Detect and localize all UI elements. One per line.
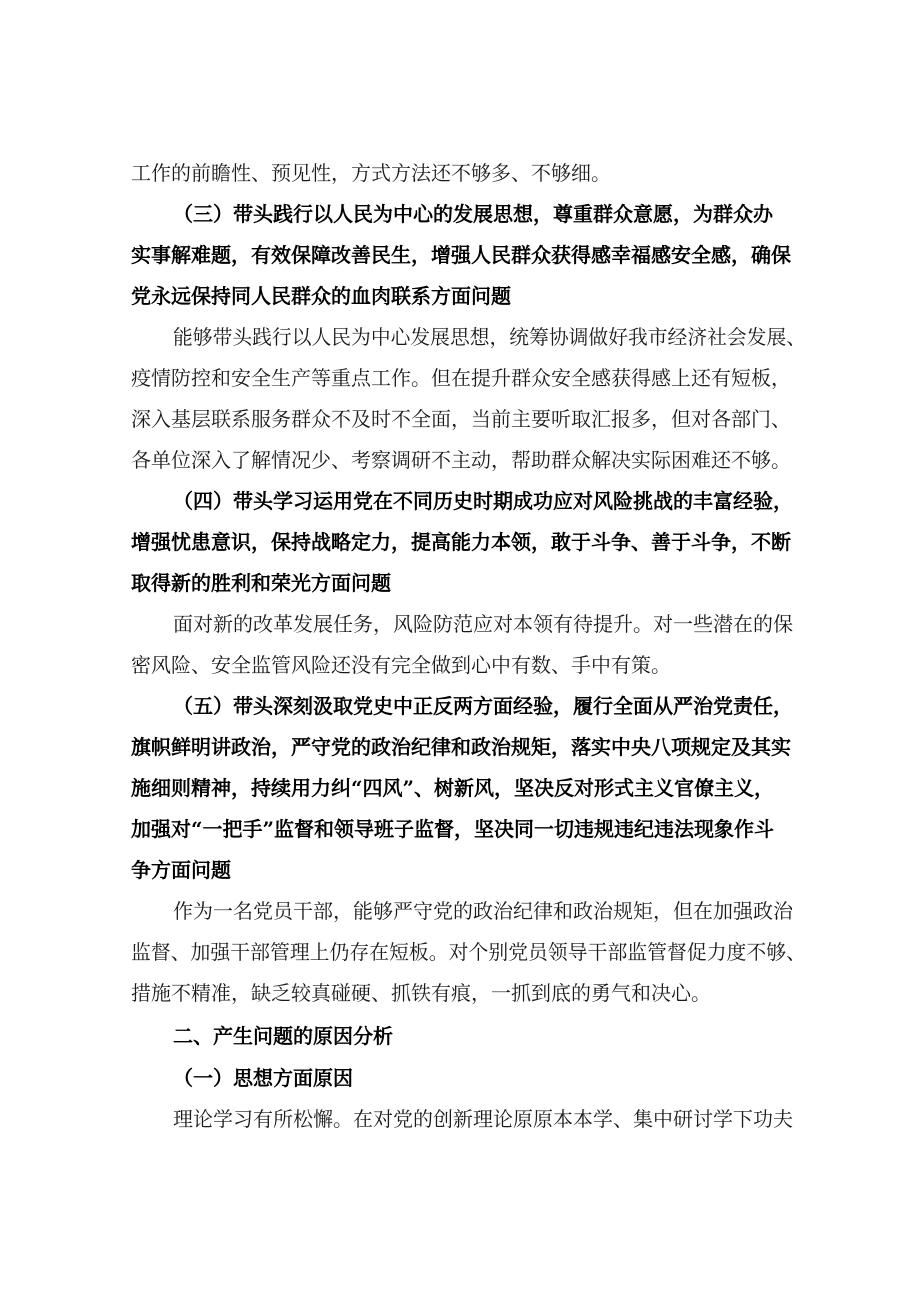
paragraph-line: 疫情防控和安全生产等重点工作。但在提升群众安全感获得感上还有短板，: [131, 366, 791, 390]
section-heading-line: （五）带头深刻汲取党史中正反两方面经验，履行全面从严治党责任，: [173, 694, 793, 718]
section-heading-line: 施细则精神，持续用力纠“四风”、树新风，坚决反对形式主义官僚主义，: [131, 776, 775, 800]
section-heading-line: 旗帜鲜明讲政治，严守党的政治纪律和政治规矩，落实中央八项规定及其实: [131, 735, 791, 759]
section-heading-line: 党永远保持同人民群众的血肉联系方面问题: [131, 284, 511, 308]
section-heading-line: 争方面问题: [131, 858, 231, 882]
paragraph-line: 作为一名党员干部，能够严守党的政治纪律和政治规矩，但在加强政治: [173, 899, 793, 923]
section-heading-line: （四）带头学习运用党在不同历史时期成功应对风险挑战的丰富经验，: [173, 489, 793, 513]
section-heading-line: 加强对“一把手”监督和领导班子监督，坚决同一切违规违纪违法现象作斗: [131, 817, 775, 841]
paragraph-line: 密风险、安全监管风险还没有完全做到心中有数、手中有策。: [131, 653, 671, 677]
chapter-heading: 二、产生问题的原因分析: [173, 1024, 393, 1048]
paragraph-line: 理论学习有所松懈。在对党的创新理论原原本本学、集中研讨学下功夫: [173, 1107, 793, 1131]
paragraph-line: 各单位深入了解情况少、考察调研不主动，帮助群众解决实际困难还不够。: [131, 448, 791, 472]
subsection-heading: （一）思想方面原因: [173, 1066, 353, 1090]
section-heading-line: 增强忧患意识，保持战略定力，提高能力本领，敢于斗争、善于斗争，不断: [131, 530, 791, 554]
section-heading-line: 实事解难题，有效保障改善民生，增强人民群众获得感幸福感安全感，确保: [131, 243, 791, 267]
paragraph-line: 能够带头践行以人民为中心发展思想，统筹协调做好我市经济社会发展、: [173, 325, 807, 349]
section-heading-line: 取得新的胜利和荣光方面问题: [131, 571, 391, 595]
paragraph-line: 深入基层联系服务群众不及时不全面，当前主要听取汇报多，但对各部门、: [131, 407, 791, 431]
section-heading-line: （三）带头践行以人民为中心的发展思想，尊重群众意愿，为群众办: [173, 202, 773, 226]
paragraph-line: 监督、加强干部管理上仍存在短板。对个别党员领导干部监管督促力度不够、: [131, 940, 806, 964]
paragraph-line: 面对新的改革发展任务，风险防范应对本领有待提升。对一些潜在的保: [173, 612, 793, 636]
paragraph-line: 工作的前瞻性、预见性，方式方法还不够多、不够细。: [131, 161, 611, 185]
paragraph-line: 措施不精准，缺乏较真碰硬、抓铁有痕，一抓到底的勇气和决心。: [131, 981, 711, 1005]
